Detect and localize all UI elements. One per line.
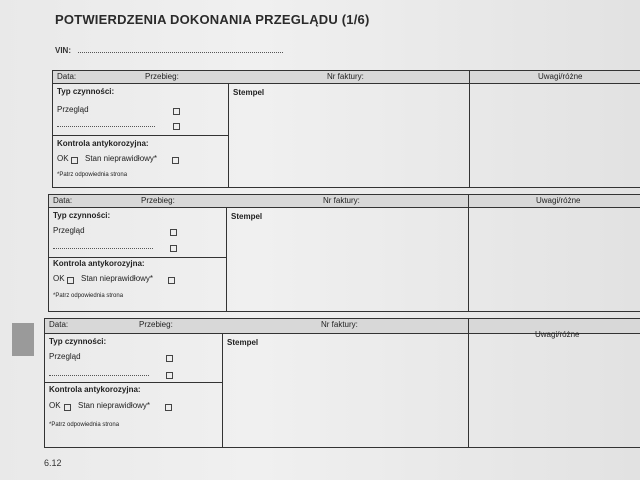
ok-label: OK	[53, 274, 65, 283]
type-label: Typ czynności:	[57, 87, 115, 96]
faulty-checkbox[interactable]	[168, 277, 175, 284]
remarks-label: Uwagi/różne	[536, 196, 581, 205]
faulty-label: Stan nieprawidłowy*	[85, 154, 158, 163]
divider	[468, 195, 469, 311]
inspection-checkbox[interactable]	[173, 108, 180, 115]
faulty-checkbox[interactable]	[165, 404, 172, 411]
vin-label: VIN:	[55, 46, 71, 55]
anticorrosion-label: Kontrola antykorozyjna:	[53, 259, 145, 268]
invoice-label: Nr faktury:	[327, 72, 364, 81]
anticorrosion-label: Kontrola antykorozyjna:	[49, 385, 141, 394]
ok-label: OK	[49, 401, 61, 410]
faulty-label: Stan nieprawidłowy*	[78, 401, 151, 410]
section-tab-marker	[12, 323, 34, 356]
divider	[469, 71, 470, 187]
other-activity-checkbox[interactable]	[166, 372, 173, 379]
type-label: Typ czynności:	[49, 337, 107, 346]
stamp-label: Stempel	[227, 338, 259, 347]
mileage-label: Przebieg:	[145, 72, 179, 81]
type-label: Typ czynności:	[53, 211, 111, 220]
record-card-2	[48, 194, 640, 312]
footnote: *Patrz odpowiednia strona	[49, 422, 120, 428]
inspection-checkbox[interactable]	[166, 355, 173, 362]
anticorrosion-label: Kontrola antykorozyjna:	[57, 139, 149, 148]
footnote: *Patrz odpowiednia strona	[57, 172, 128, 178]
divider	[49, 257, 227, 258]
record-card-1	[52, 70, 640, 188]
inspection-label: Przegląd	[57, 105, 89, 114]
record-card-3	[44, 318, 640, 448]
other-activity-field[interactable]	[57, 126, 155, 127]
vin-field[interactable]	[78, 52, 283, 53]
inspection-label: Przegląd	[49, 352, 81, 361]
remarks-label: Uwagi/różne	[538, 72, 583, 81]
ok-checkbox[interactable]	[71, 157, 78, 164]
inspection-label: Przegląd	[53, 226, 85, 235]
record-header	[53, 71, 640, 84]
stamp-label: Stempel	[233, 88, 265, 97]
date-label: Data:	[57, 72, 77, 81]
divider	[468, 319, 469, 447]
record-header	[49, 195, 640, 208]
ok-label: OK	[57, 154, 69, 163]
mileage-label: Przebieg:	[139, 320, 173, 329]
mileage-label: Przebieg:	[141, 196, 175, 205]
divider	[45, 382, 223, 383]
other-activity-checkbox[interactable]	[173, 123, 180, 130]
other-activity-field[interactable]	[49, 375, 149, 376]
stamp-label: Stempel	[231, 212, 263, 221]
page-title: POTWIERDZENIA DOKONANIA PRZEGLĄDU (1/6)	[55, 12, 370, 27]
inspection-checkbox[interactable]	[170, 229, 177, 236]
remarks-label: Uwagi/różne	[535, 330, 580, 339]
divider	[222, 333, 223, 447]
other-activity-checkbox[interactable]	[170, 245, 177, 252]
page-number: 6.12	[44, 458, 62, 468]
record-header	[45, 319, 640, 339]
footnote: *Patrz odpowiednia strona	[53, 293, 124, 299]
ok-checkbox[interactable]	[64, 404, 71, 411]
invoice-label: Nr faktury:	[323, 196, 360, 205]
date-label: Data:	[49, 320, 69, 329]
other-activity-field[interactable]	[53, 248, 153, 249]
date-label: Data:	[53, 196, 73, 205]
ok-checkbox[interactable]	[67, 277, 74, 284]
divider	[226, 207, 227, 311]
faulty-checkbox[interactable]	[172, 157, 179, 164]
divider	[53, 135, 229, 136]
invoice-label: Nr faktury:	[321, 320, 358, 329]
faulty-label: Stan nieprawidłowy*	[81, 274, 154, 283]
